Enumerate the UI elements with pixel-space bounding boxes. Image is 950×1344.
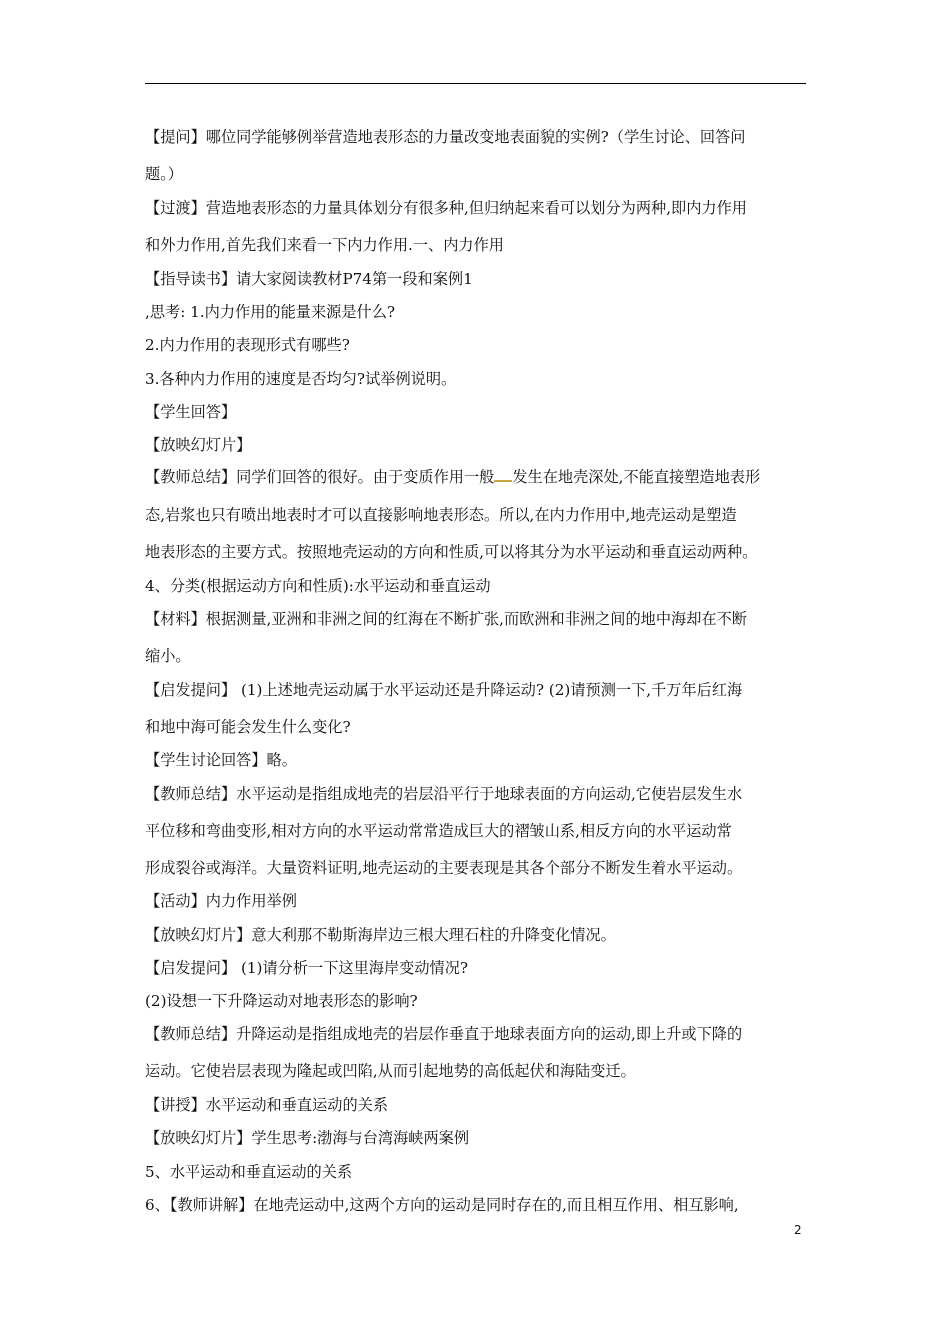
- text-line: 缩小。: [145, 647, 191, 665]
- text-line: 【放映幻灯片】学生思考:渤海与台湾海峡两案例: [145, 1129, 470, 1147]
- text-line: 【学生回答】: [145, 403, 237, 421]
- text-line: 【放映幻灯片】: [145, 436, 252, 454]
- text-line: 【提问】哪位同学能够例举营造地表形态的力量改变地表面貌的实例?（学生讨论、回答问: [145, 128, 746, 146]
- text-line: 3.各种内力作用的速度是否均匀?试举例说明。: [145, 370, 457, 388]
- text-line: 运动。它使岩层表现为隆起或凹陷,从而引起地势的高低起伏和海陆变迁。: [145, 1062, 636, 1080]
- text-line: 形成裂谷或海洋。大量资料证明,地壳运动的主要表现是其各个部分不断发生着水平运动。: [145, 859, 743, 877]
- text-line: ,思考: 1.内力作用的能量来源是什么?: [145, 303, 396, 321]
- text-line: 和地中海可能会发生什么变化?: [145, 718, 351, 736]
- text-line: 平位移和弯曲变形,相对方向的水平运动常常造成巨大的褶皱山系,相反方向的水平运动常: [145, 822, 732, 840]
- text-line: 【学生讨论回答】略。: [145, 751, 297, 769]
- text-line: 【启发提问】 (1)请分析一下这里海岸变动情况?: [145, 959, 469, 977]
- text-line: 6、【教师讲解】在地壳运动中,这两个方向的运动是同时存在的,而且相互作用、相互影响,: [145, 1196, 739, 1214]
- text-line: (2)设想一下升降运动对地表形态的影响?: [145, 992, 418, 1010]
- text-line: 地表形态的主要方式。按照地壳运动的方向和性质,可以将其分为水平运动和垂直运动两种。: [145, 543, 758, 561]
- text-line: 态,岩浆也只有喷出地表时才可以直接影响地表形态。所以,在内力作用中,地壳运动是塑造: [145, 506, 737, 524]
- text-segment: 【教师总结】同学们回答的很好。由于变质作用一般: [145, 468, 495, 486]
- text-line: 5、水平运动和垂直运动的关系: [145, 1163, 353, 1181]
- text-line: 【放映幻灯片】意大利那不勒斯海岸边三根大理石柱的升降变化情况。: [145, 926, 616, 944]
- text-line: 【教师总结】水平运动是指组成地壳的岩层沿平行于地球表面的方向运动,它使岩层发生水: [145, 785, 743, 803]
- text-line: 【启发提问】 (1)上述地壳运动属于水平运动还是升降运动? (2)请预测一下,千万年后红海: [145, 681, 743, 699]
- text-line: 【教师总结】升降运动是指组成地壳的岩层作垂直于地球表面方向的运动,即上升或下降的: [145, 1025, 743, 1043]
- page-number: 2: [794, 1223, 802, 1237]
- text-segment: 发生在地壳深处,不能直接塑造地表形: [512, 468, 761, 486]
- text-line: 【材料】根据测量,亚洲和非洲之间的红海在不断扩张,而欧洲和非洲之间的地中海却在不断: [145, 610, 747, 628]
- highlight-mark: [494, 471, 512, 482]
- text-line: 【过渡】营造地表形态的力量具体划分有很多种,但归纳起来看可以划分为两种,即内力作用: [145, 199, 747, 217]
- text-line: 4、分类(根据运动方向和性质):水平运动和垂直运动: [145, 577, 491, 595]
- header-rule: [145, 83, 806, 84]
- text-line: 题。）: [145, 165, 183, 183]
- text-line: 【讲授】水平运动和垂直运动的关系: [145, 1096, 388, 1114]
- text-line: 【活动】内力作用举例: [145, 892, 297, 910]
- text-line: 2.内力作用的表现形式有哪些?: [145, 336, 350, 354]
- text-line: 和外力作用,首先我们来看一下内力作用.一、内力作用: [145, 236, 504, 254]
- text-line: 【指导读书】请大家阅读教材P74第一段和案例1: [145, 270, 473, 288]
- text-line: [145, 467, 760, 487]
